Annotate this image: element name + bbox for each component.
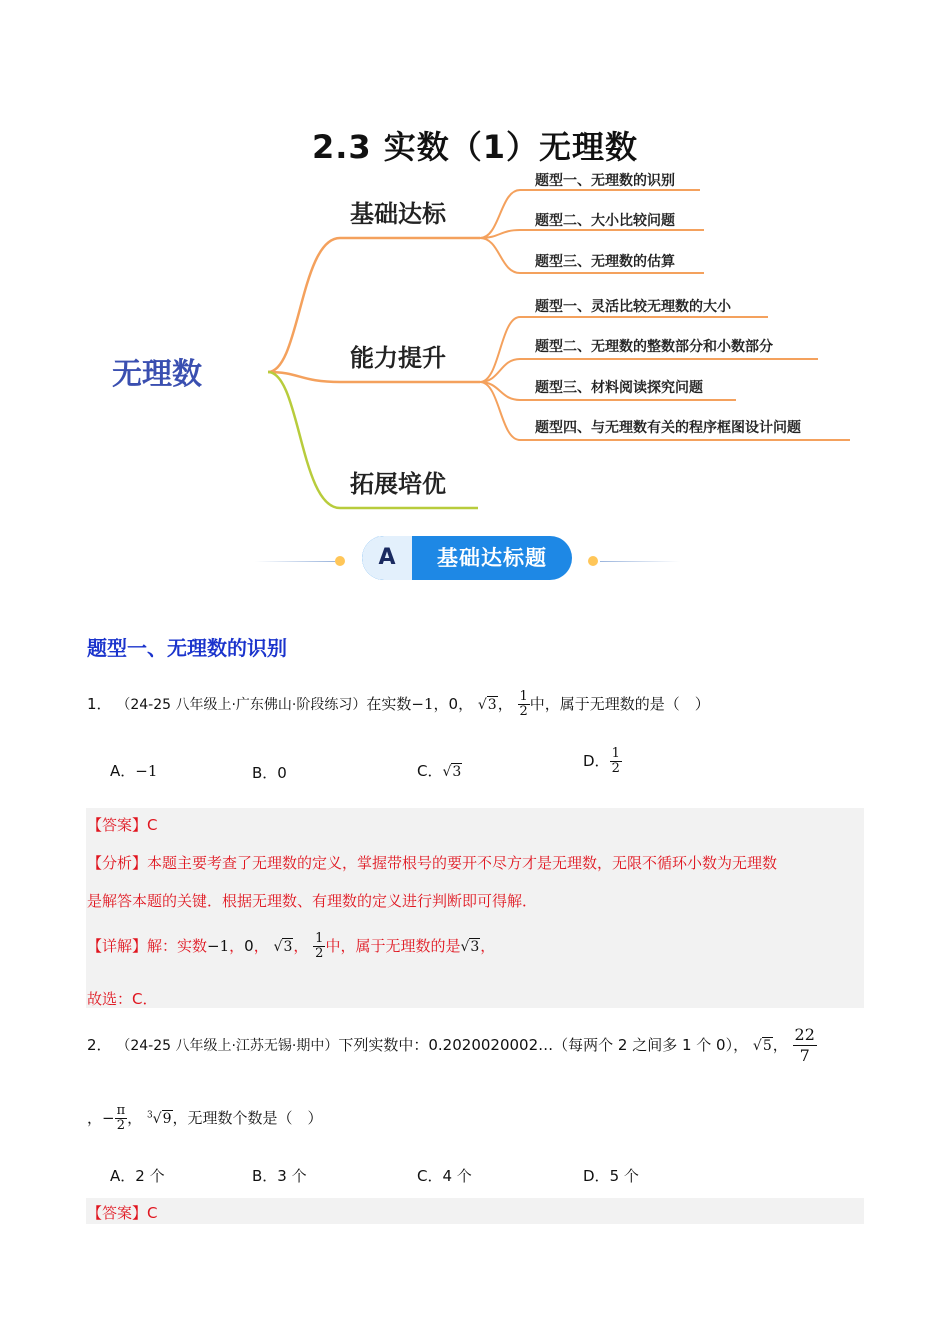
question-number: 1． [87, 695, 112, 713]
mindmap-root: 无理数 [112, 357, 202, 392]
analysis-line-2: 是解答本题的关键．根据无理数、有理数的定义进行判断即可得解． [87, 892, 538, 910]
option-b: B．0 [252, 764, 287, 782]
option-a: A．2 个 [110, 1167, 165, 1185]
decorative-line-right [600, 561, 680, 562]
detail-line: 【详解】解：实数−1，0， √3， $\frac{1}{2}$ 中，属于无理数的是√3， [87, 931, 496, 961]
question-source: （24-25 八年级上·广东佛山·阶段练习） [116, 697, 367, 713]
fraction: $\frac{1}{2}$ [519, 689, 528, 719]
mindmap-item: 题型二、无理数的整数部分和小数部分 [535, 339, 773, 355]
page-title: 2.3 实数（1）无理数 [311, 128, 639, 166]
section-badge [362, 536, 572, 580]
answer-line: 【答案】C [87, 1204, 158, 1222]
branch-label-basic: 基础达标 [350, 200, 446, 228]
mindmap-item: 题型三、材料阅读探究问题 [535, 380, 703, 396]
question-2-stem-line-2: ，− $\frac{\pi}{2}$ ， $^3$√9，无理数个数是（ ） [87, 1103, 323, 1133]
answer-line: 【答案】C [87, 816, 158, 834]
decorative-line-left [255, 561, 335, 562]
question-number: 2． [87, 1036, 112, 1054]
mindmap-item: 题型二、大小比较问题 [535, 213, 675, 229]
section-badge-label: 基础达标题 [437, 546, 547, 570]
mindmap-item: 题型一、灵活比较无理数的大小 [535, 299, 731, 315]
question-1-stem: 1． （24-25 八年级上·广东佛山·阶段练习）在实数−1，0， √3， $\frac{1}{2}$ 中，属于无理数的是（ ） [87, 689, 710, 719]
branch-label-ability: 能力提升 [350, 344, 446, 372]
mindmap-item: 题型四、与无理数有关的程序框图设计问题 [535, 420, 801, 436]
section-badge-letter: A [362, 536, 412, 580]
question-2-stem: 2． （24-25 八年级上·江苏无锡·期中）下列实数中：0.2020020002…（每两个 2 之间多 1 个 0）， √5， $\frac{22}{7}$ [87, 1025, 815, 1065]
type-heading: 题型一、无理数的识别 [87, 636, 287, 660]
decorative-dot-left [335, 556, 345, 566]
question-source: （24-25 八年级上·江苏无锡·期中） [116, 1038, 339, 1054]
branch-label-extend: 拓展培优 [350, 470, 446, 498]
sqrt-expression: √3 [477, 697, 497, 713]
branch-connector-ability [268, 372, 480, 382]
decorative-dot-right [588, 556, 598, 566]
mindmap-item: 题型一、无理数的识别 [535, 173, 675, 189]
conclusion-line: 故选：C． [87, 990, 158, 1008]
option-b: B．3 个 [252, 1167, 307, 1185]
option-c: C．√3 [417, 762, 462, 780]
mind-map [0, 160, 950, 520]
mindmap-item: 题型三、无理数的估算 [535, 254, 675, 270]
option-d: D． $\frac{1}{2}$ [583, 746, 620, 776]
option-c: C．4 个 [417, 1167, 472, 1185]
option-d: D．5 个 [583, 1167, 639, 1185]
answer-box-q2 [86, 1198, 864, 1224]
option-a: A．−1 [110, 762, 158, 780]
analysis-line-1: 【分析】本题主要考查了无理数的定义，掌握带根号的要开不尽方才是无理数，无限不循环小数为无理数 [87, 854, 778, 872]
